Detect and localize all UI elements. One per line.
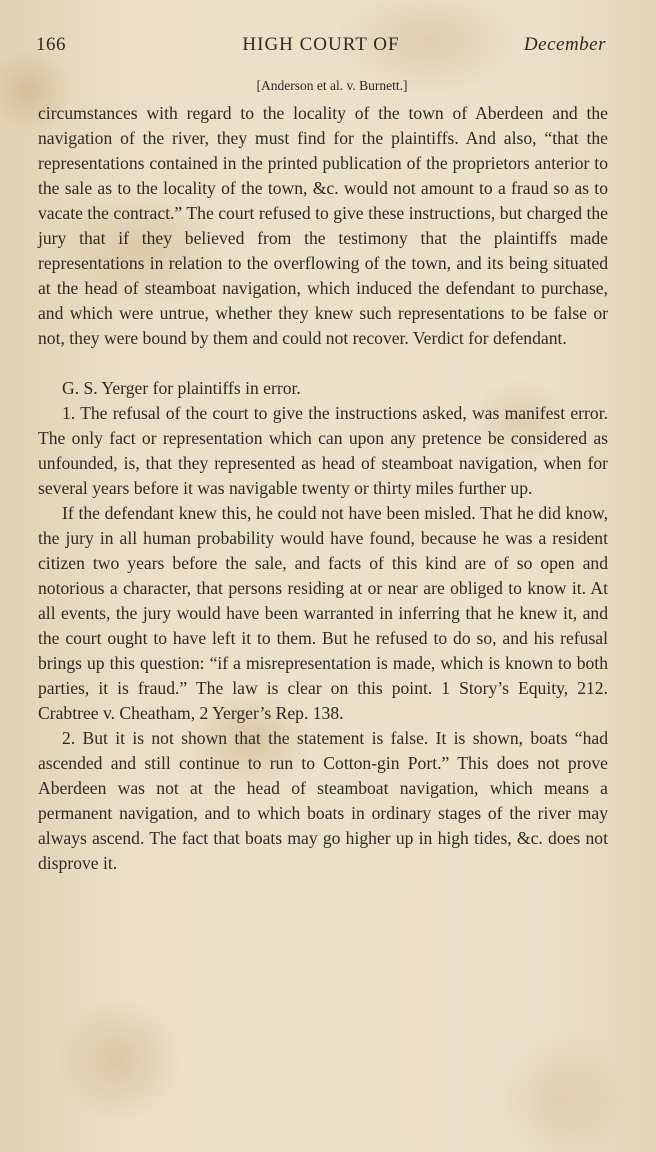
counsel-line: G. S. Yerger for plaintiffs in error. xyxy=(62,378,301,398)
paragraph-misled: If the defendant knew this, he could not have been misled. That he did know, the jury in all human probability would have found, because he was a resident citizen two years before the sale, and facts of this kind are of so open and notorious a character, that persons residing at or near are obliged to know it. At all events, the jury would have been warranted in inferring that he knew it, and the court ought to have left it to them. But he refused to do so, and his refusal brings up this question: “if a misrepresentation is made, which is known to both parties, it is fraud.” The law is clear on this point. 1 Story’s Equity, 212. Crabtree v. Cheatham, 2 Yerger’s Rep. 138. xyxy=(38,503,608,723)
paragraph-continued: circumstances with regard to the locality of the town of Aberdeen and the navigation of the river, they must find for the plaintiffs. And also, “that the representations contained in the printed publication of the proprietors anterior to the sale as to the locality of the town, &c. would not amount to a fraud so as to vacate the contract.” The court refused to give these instructions, but charged the jury that if they believed from the testimony that the plaintiffs made representations in relation to the overflowing of the town, and its being situated at the head of steamboat navigation, which induced the defendant to purchase, and which were untrue, whether they knew such representations to be false or not, they were bound by them and could not recover. Verdict for defendant. xyxy=(38,103,608,348)
body-text xyxy=(38,101,608,876)
paragraph-point-2: 2. But it is not shown that the statement is false. It is shown, boats “had ascended and still continue to run to Cotton-gin Port.” This does not prove Aberdeen was not at the head of steamboat navigation, which means a permanent navigation, and to which boats in ordinary stages of the river may always ascend. The fact that boats may go higher up in high tides, &c. does not disprove it. xyxy=(38,728,608,873)
case-caption: [Anderson et al. v. Burnett.] xyxy=(256,78,408,93)
paragraph-point-1: 1. The refusal of the court to give the instructions asked, was manifest error. The only fact or representation which can upon any pretence be considered as unfounded, is, that they represented as head of steamboat navigation, when for several years before it was navigable twenty or thirty miles further up. xyxy=(38,403,608,498)
page-number: 166 xyxy=(36,34,66,55)
header-month: December xyxy=(523,34,606,55)
running-header xyxy=(36,34,606,64)
running-title: HIGH COURT OF xyxy=(242,34,400,55)
